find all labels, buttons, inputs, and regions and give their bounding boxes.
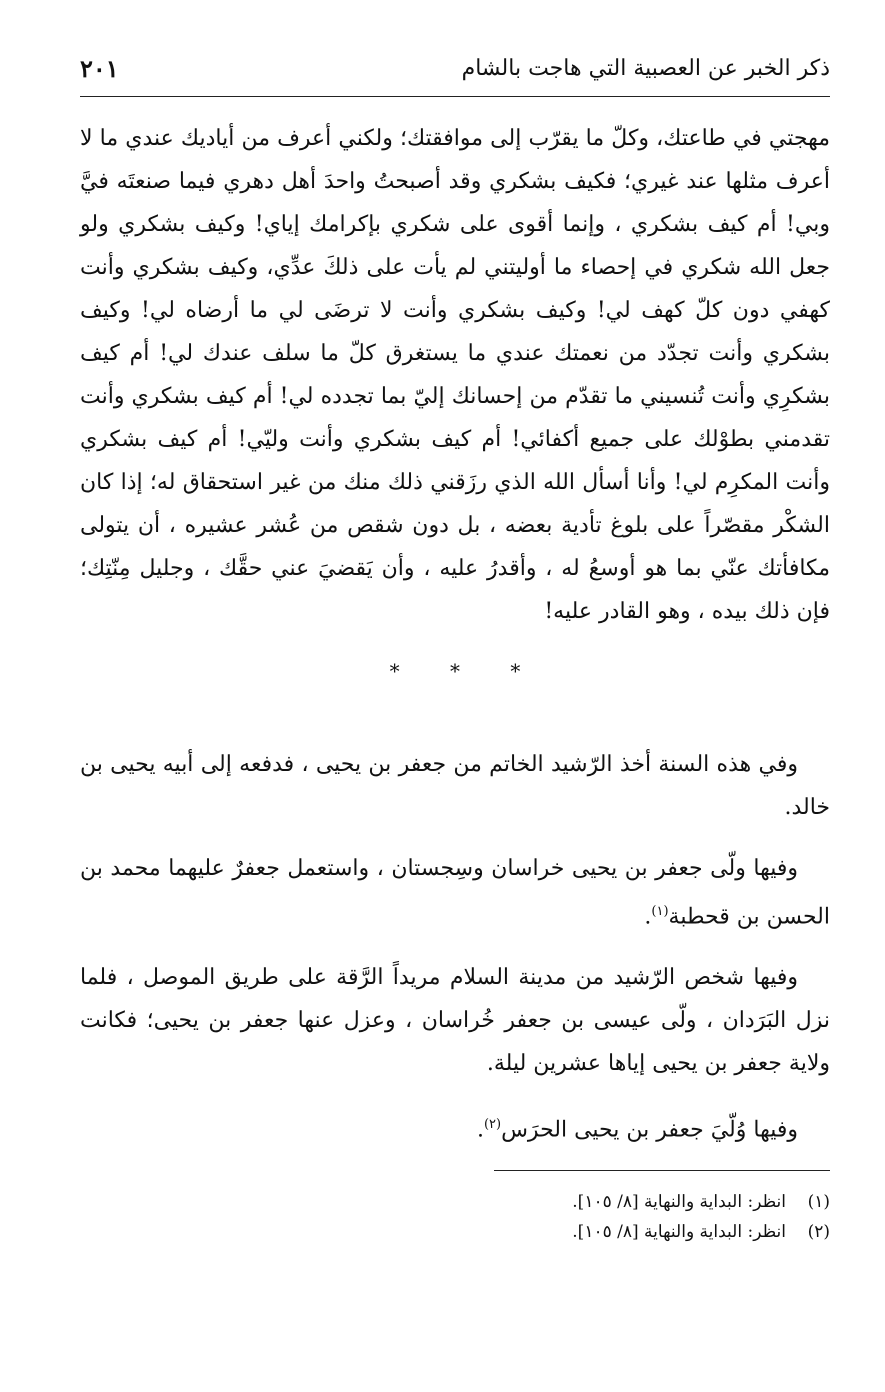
paragraph-2-tail: . bbox=[644, 904, 652, 930]
footnote-divider bbox=[494, 1170, 830, 1171]
footnote-ref-1[interactable]: (١) bbox=[651, 904, 669, 919]
paragraph-2 bbox=[80, 847, 830, 938]
paragraph-4-text: وفيها وُلّيَ جعفر بن يحيى الحرَس bbox=[501, 1117, 798, 1143]
continued-paragraph: مهجتي في طاعتك، وكلّ ما يقرّب إلى موافقتك؛ ولكني أعرف من أياديك عندي ما لا أعرف مثلها عند غيري؛ فكيف بشكري وقد أصبحتُ واحدَ أهل دهري فيما صنعتَه فيَّ وبي! أم كيف بشكري ، وإنما أقوى على شكري بإكرامك إياي! وكيف بشكري ولو جعل الله شكري في إحصاء ما أوليتني لم يأت على ذلكَ عدِّي، وكيف بشكري وأنت كهفي دون كلّ كهف لي! وكيف بشكري وأنت لا ترضَى لي ما أرضاه لي! وكيف بشكري وأنت تجدّد من نعمتك عندي ما يستغرق كلّ ما سلف عندك لي! أم كيف بشكرِي وأنت تُنسيني ما تقدّم من إحسانك إليّ بما تجدده لي! أم كيف بشكري وأنت تقدمني بطوْلك على جميع أكفائي! أم كيف بشكري وأنت وليّي! أم كيف بشكري وأنت المكرِم لي! وأنا أسأل الله الذي رزَقني ذلك منك من غير استحقاق له؛ إذا كان الشكْر مقصّراً على بلوغ تأدية بعضه ، بل دون شقص من عُشر عشيره ، أن يتولى مكافأتك عنّي بما هو أوسعُ له ، وأقدرُ عليه ، وأن يَقضيَ عني حقَّك ، وجليل مِنّتِك؛ فإن ذلك بيده ، وهو القادر عليه! bbox=[80, 126, 830, 624]
footnote-2-text: انظر: البداية والنهاية [٨/ ١٠٥]. bbox=[572, 1221, 786, 1242]
footnote-1-number: (١) bbox=[807, 1191, 830, 1212]
footnote-2 bbox=[80, 1217, 830, 1247]
footnote-1-text: انظر: البداية والنهاية [٨/ ١٠٥]. bbox=[572, 1191, 786, 1212]
footnote-1 bbox=[80, 1187, 830, 1217]
footnote-2-number: (٢) bbox=[807, 1221, 830, 1242]
paragraph-4-tail: . bbox=[476, 1117, 484, 1143]
section-separator: * * * bbox=[389, 659, 543, 683]
paragraph-1-text: وفي هذه السنة أخذ الرّشيد الخاتم من جعفر بن يحيى ، فدفعه إلى أبيه يحيى بن خالد. bbox=[80, 752, 830, 820]
paragraph-4 bbox=[80, 1103, 830, 1151]
paragraph-2-text: وفيها ولّى جعفر بن يحيى خراسان وسِجستان ، واستعمل جعفرٌ عليهما محمد بن الحسن بن قحطبة bbox=[80, 856, 830, 930]
paragraph-3 bbox=[80, 956, 830, 1085]
book-page bbox=[80, 52, 830, 1372]
paragraph-1 bbox=[80, 743, 830, 829]
page-number: ٢٠١ bbox=[80, 54, 119, 83]
running-header bbox=[80, 52, 830, 97]
header-title: ذكر الخبر عن العصبية التي هاجت بالشام bbox=[461, 56, 830, 81]
paragraph-3-text: وفيها شخص الرّشيد من مدينة السلام مريداً الرَّقة على طريق الموصل ، فلما نزل البَرَدان ، ولّى عيسى بن جعفر خُراسان ، وعزل عنها جعفر بن يحيى؛ فكانت ولاية جعفر بن يحيى إياها عشرين ليلة. bbox=[80, 965, 830, 1077]
footnote-ref-2[interactable]: (٢) bbox=[483, 1117, 502, 1133]
